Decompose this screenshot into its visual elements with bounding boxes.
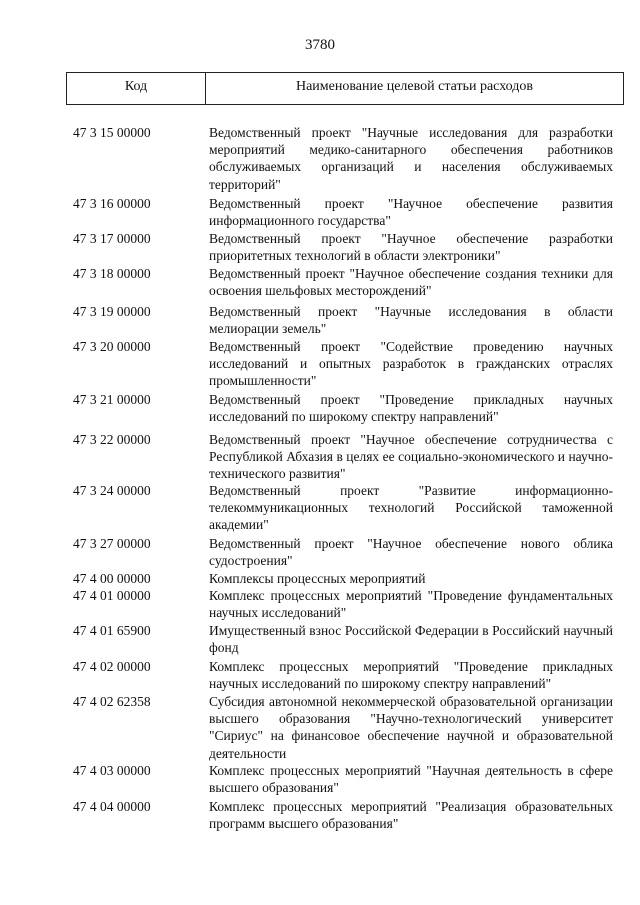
row-code: 47 4 02 00000 — [73, 659, 151, 674]
table-row — [0, 482, 640, 535]
row-name: Комплекс процессных мероприятий "Проведение фундаментальных научных исследований" — [209, 588, 613, 621]
row-name: Ведомственный проект "Научное обеспечение развития информационного государства" — [209, 196, 613, 229]
row-code: 47 4 01 65900 — [73, 623, 151, 638]
table-row — [0, 303, 640, 338]
row-name: Ведомственный проект "Развитие информационно-телекоммуникационных технологий Российской таможенной академии" — [209, 483, 613, 533]
row-code: 47 3 18 00000 — [73, 266, 151, 281]
table-row — [0, 230, 640, 265]
row-name: Ведомственный проект "Проведение прикладных научных исследований по широкому спектру направлений" — [209, 392, 613, 425]
table-row — [0, 431, 640, 482]
row-name: Комплексы процессных мероприятий — [209, 571, 426, 586]
row-code: 47 3 27 00000 — [73, 536, 151, 551]
row-name: Ведомственный проект "Научное обеспечение сотрудничества с Республикой Абхазия в целях ее социально-экономического и научно-технического развития" — [209, 432, 613, 482]
table-row — [0, 587, 640, 622]
row-name: Комплекс процессных мероприятий "Реализация образовательных программ высшего образования" — [209, 799, 613, 832]
table-row — [0, 570, 640, 587]
table-row — [0, 338, 640, 391]
row-name: Имущественный взнос Российской Федерации в Российский научный фонд — [209, 623, 613, 656]
row-code: 47 3 17 00000 — [73, 231, 151, 246]
row-code: 47 4 01 00000 — [73, 588, 151, 603]
row-code: 47 4 00 00000 — [73, 571, 151, 586]
row-name: Ведомственный проект "Научное обеспечение нового облика судостроения" — [209, 536, 613, 569]
row-code: 47 3 20 00000 — [73, 339, 151, 354]
row-code: 47 3 22 00000 — [73, 432, 151, 447]
row-name: Ведомственный проект "Научные исследования для разработки мероприятий медико-санитарного обеспечения работников обслуживаемых организаций и населения обслуживаемых территорий" — [209, 125, 613, 192]
row-name: Ведомственный проект "Научное обеспечение создания техники для освоения шельфовых месторождений" — [209, 266, 613, 299]
table-header — [66, 72, 624, 105]
table-row — [0, 391, 640, 431]
table-row — [0, 535, 640, 570]
row-code: 47 3 19 00000 — [73, 304, 151, 319]
row-code: 47 3 15 00000 — [73, 125, 151, 140]
table-row — [0, 798, 640, 833]
row-code: 47 4 04 00000 — [73, 799, 151, 814]
table-row — [0, 658, 640, 693]
table-row — [0, 195, 640, 230]
table-row — [0, 762, 640, 798]
row-name: Ведомственный проект "Научные исследования в области мелиорации земель" — [209, 304, 613, 337]
table-row — [0, 693, 640, 762]
row-name: Комплекс процессных мероприятий "Проведение прикладных научных исследований по широкому спектру направлений" — [209, 659, 613, 692]
column-header-name: Наименование целевой статьи расходов — [295, 79, 534, 94]
row-name: Комплекс процессных мероприятий "Научная деятельность в сфере высшего образования" — [209, 763, 613, 796]
row-code: 47 3 16 00000 — [73, 196, 151, 211]
table-row — [0, 622, 640, 658]
row-name: Субсидия автономной некоммерческой образовательной организации высшего образования "Научно-технологический университет "Сириус" на финансовое обеспечение научной и образовательной деятельности — [209, 694, 613, 761]
table-row — [0, 124, 640, 195]
row-name: Ведомственный проект "Научное обеспечение разработки приоритетных технологий в области электроники" — [209, 231, 613, 264]
budget-items-list — [0, 124, 640, 833]
row-name: Ведомственный проект "Содействие проведению научных исследований и опытных разработок в гражданских отраслях промышленности" — [209, 339, 613, 389]
column-header-code: Код — [67, 73, 206, 104]
page-number: 3780 — [305, 37, 335, 53]
row-code: 47 4 03 00000 — [73, 763, 151, 778]
row-code: 47 3 24 00000 — [73, 483, 151, 498]
row-code: 47 4 02 62358 — [73, 694, 151, 709]
row-code: 47 3 21 00000 — [73, 392, 151, 407]
table-row — [0, 265, 640, 303]
